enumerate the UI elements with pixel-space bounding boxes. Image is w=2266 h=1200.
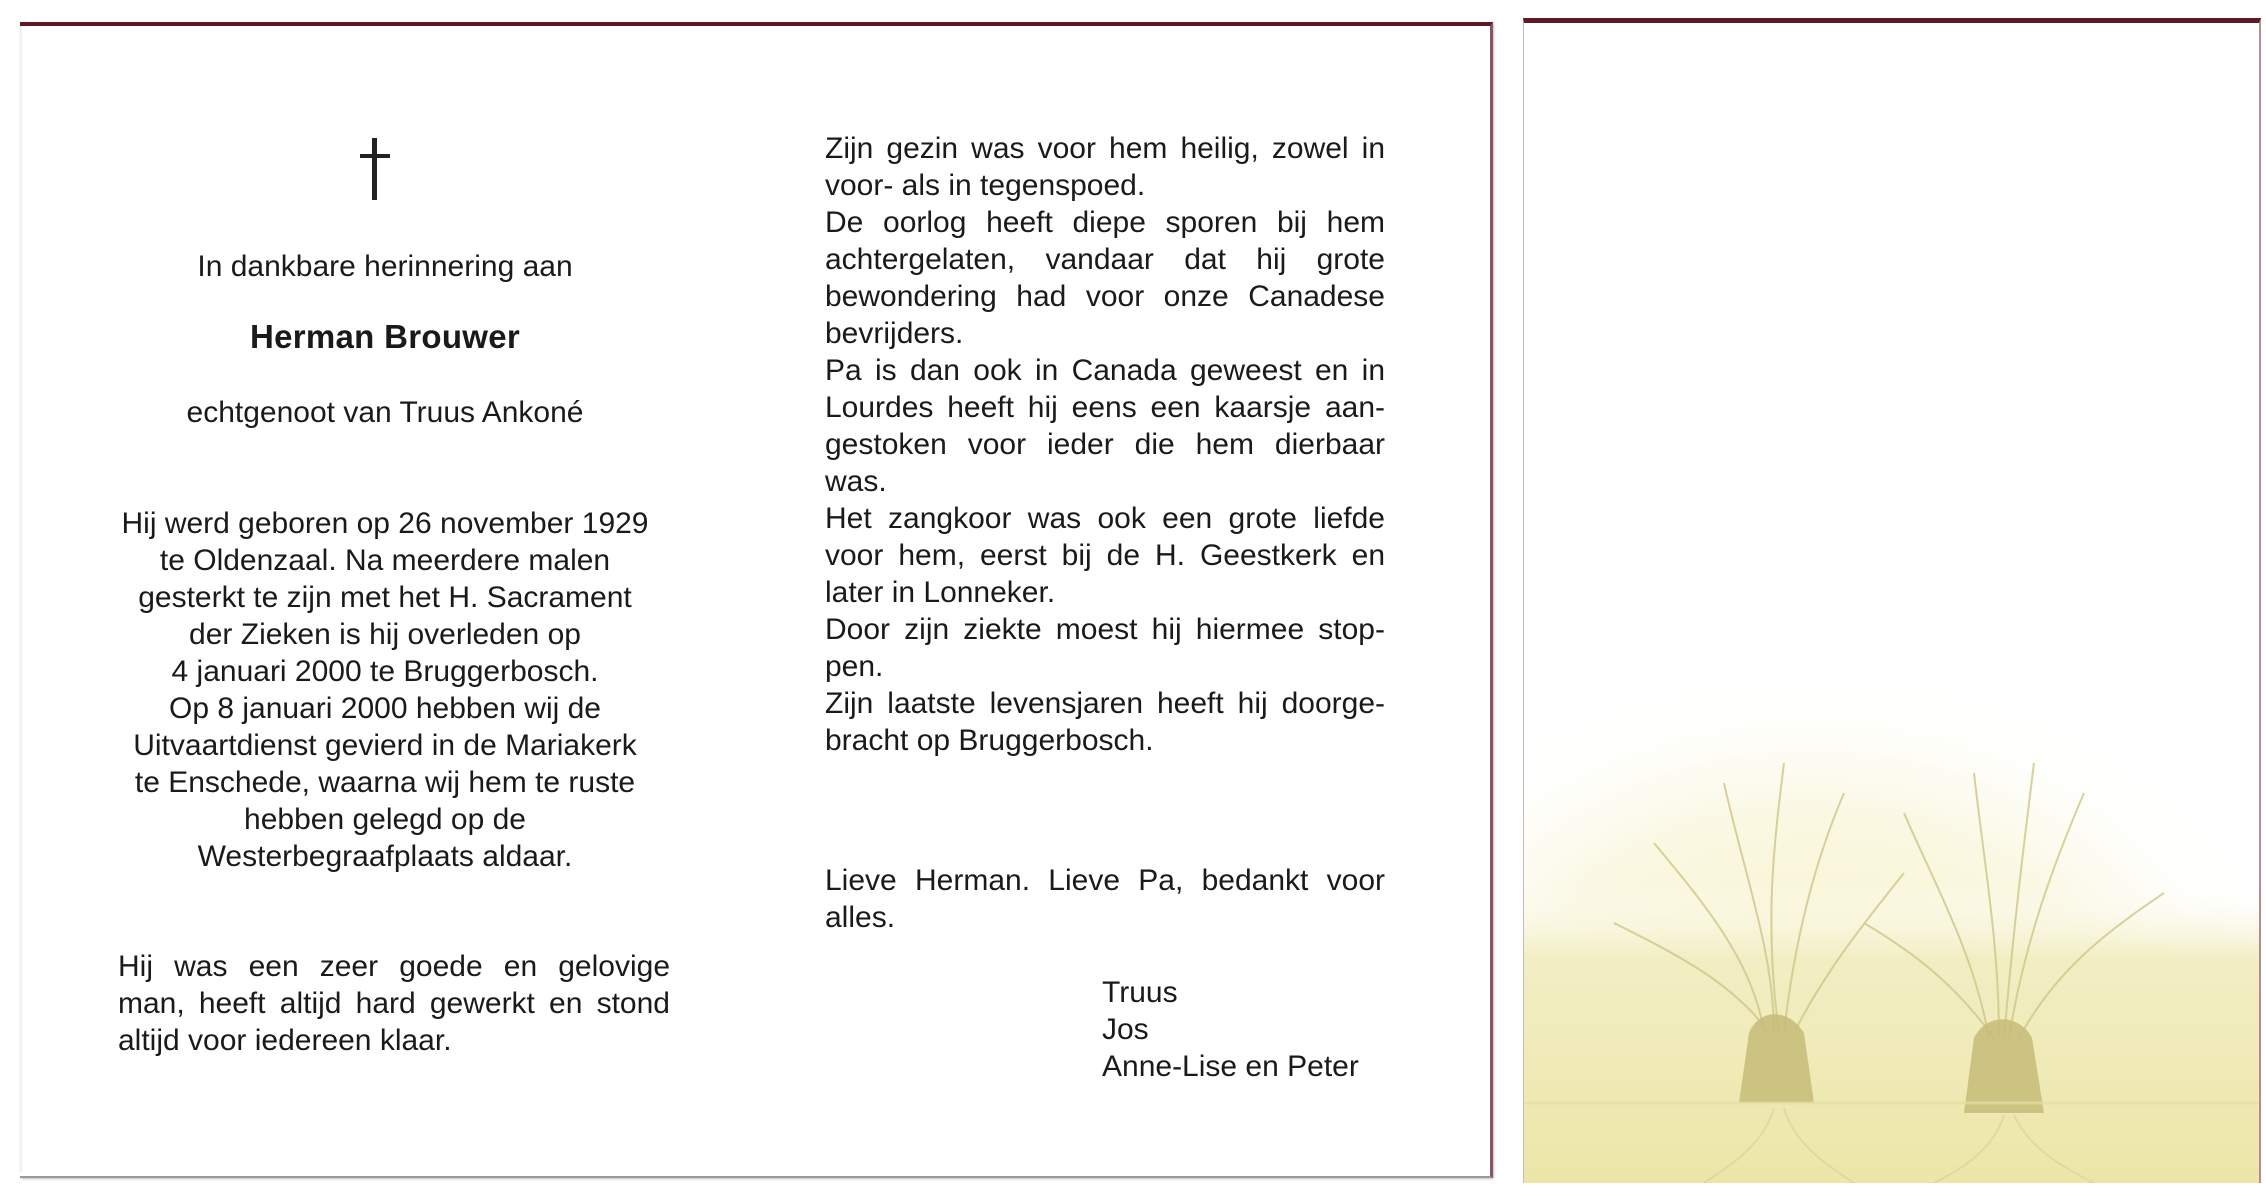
pollard-willows-in-mist-image	[1524, 23, 2259, 1183]
signers-list	[1102, 974, 1359, 1085]
signer: Truus	[1102, 976, 1178, 1009]
bio-line: Hij werd geboren op 26 november 1929	[121, 507, 649, 540]
character-paragraph	[118, 948, 670, 1059]
biography	[95, 505, 675, 875]
tribute-line: voor- als in tegenspoed.	[825, 169, 1146, 202]
tribute-line: Zijn gezin was voor hem heilig, zowel in	[825, 132, 1385, 165]
tribute-line: De oorlog heeft diepe sporen bij hem	[825, 206, 1385, 239]
remembrance-intro: In dankbare herinnering aan	[197, 250, 573, 283]
tribute-line: Zijn laatste levensjaren heeft hij doorge-	[825, 687, 1385, 720]
signer: Anne-Lise en Peter	[1102, 1050, 1359, 1083]
bio-line: te Enschede, waarna wij hem te ruste	[134, 766, 636, 799]
farewell-paragraph	[825, 862, 1385, 936]
tribute-line: Door zijn ziekte moest hij hiermee stop-	[825, 613, 1385, 646]
tribute-line: gestoken voor ieder die hem dierbaar	[825, 428, 1385, 461]
tribute-line: Het zangkoor was ook een grote liefde	[825, 502, 1385, 535]
memorial-card-photo-page	[1523, 18, 2261, 1183]
character-line: altijd voor iedereen klaar.	[118, 1024, 452, 1057]
bio-line: Uitvaartdienst gevierd in de Mariakerk	[133, 729, 637, 762]
tribute-line: pen.	[825, 650, 884, 683]
tribute-line: Pa is dan ook in Canada geweest en in	[825, 354, 1385, 387]
tribute-line: achtergelaten, vandaar dat hij grote	[825, 243, 1385, 276]
tribute-line: was.	[825, 465, 887, 498]
card-edge	[20, 26, 23, 1172]
tribute-line: bevrijders.	[825, 317, 964, 350]
tribute-line: voor hem, eerst bij de H. Geestkerk en	[825, 539, 1385, 572]
tribute-line: later in Lonneker.	[825, 576, 1056, 609]
bio-line: Op 8 januari 2000 hebben wij de	[169, 692, 601, 725]
deceased-name: Herman Brouwer	[249, 318, 521, 355]
bio-line: der Zieken is hij overleden op	[189, 618, 581, 651]
tribute-line: bracht op Bruggerbosch.	[825, 724, 1154, 757]
tribute-paragraph	[825, 130, 1385, 759]
farewell-line: Lieve Herman. Lieve Pa, bedankt voor	[825, 864, 1385, 897]
latin-cross-icon	[360, 138, 390, 200]
bio-line: te Oldenzaal. Na meerdere malen	[159, 544, 611, 577]
bio-line: 4 januari 2000 te Bruggerbosch.	[171, 655, 599, 688]
bio-line: gesterkt te zijn met het H. Sacrament	[138, 581, 632, 614]
bio-line: Westerbegraafplaats aldaar.	[197, 840, 573, 873]
tribute-line: bewondering had voor onze Canadese	[825, 280, 1385, 313]
character-line: man, heeft altijd hard gewerkt en stond	[118, 987, 670, 1020]
signer: Jos	[1102, 1013, 1149, 1046]
tribute-line: Lourdes heeft hij eens een kaarsje aan-	[825, 391, 1385, 424]
character-line: Hij was een zeer goede en gelovige	[118, 950, 670, 983]
spouse-line: echtgenoot van Truus Ankoné	[186, 396, 584, 429]
bio-line: hebben gelegd op de	[244, 803, 526, 836]
farewell-line: alles.	[825, 901, 896, 934]
